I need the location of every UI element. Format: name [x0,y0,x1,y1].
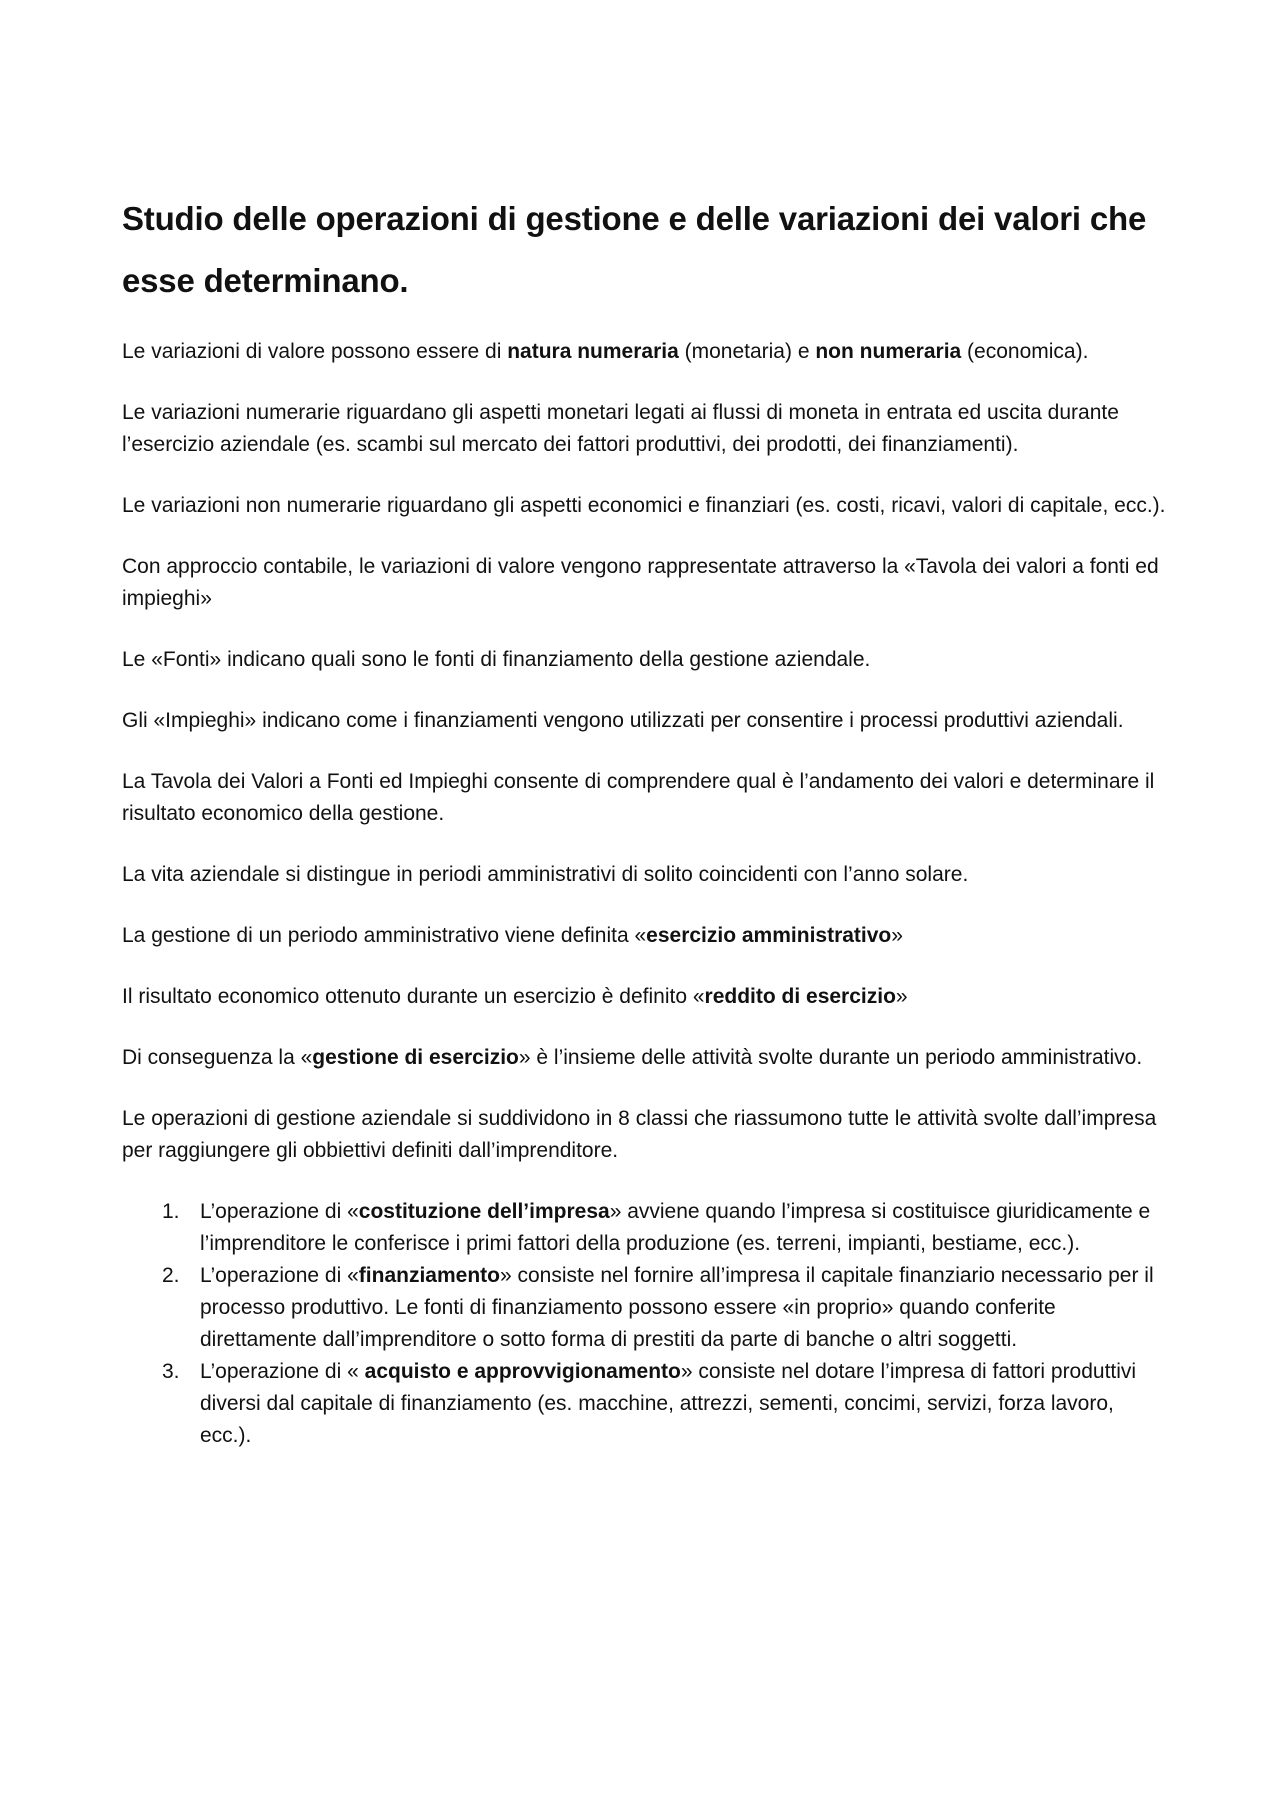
bold-acquisto-approvvigionamento: acquisto e approvvigionamento [364,1360,681,1383]
paragraph-variazioni: Le variazioni di valore possono essere di natura numeraria (monetaria) e non numeraria (economica). [122,340,1089,363]
list-item-number: 3. [162,1360,180,1383]
paragraph-operazioni-gestione: Le operazioni di gestione aziendale si suddividono in 8 classi che riassumono tutte le attività svolte dall’impresa per raggiungere gli obbiettivi definiti dall’imprenditore. [122,1107,1157,1162]
paragraph-vita-aziendale: La vita aziendale si distingue in periodi amministrativi di solito coincidenti con l’anno solare. [122,863,969,886]
operations-list [122,1196,1167,1452]
paragraph-gestione-esercizio: Di conseguenza la «gestione di esercizio» è l’insieme delle attività svolte durante un periodo amministrativo. [122,1046,1143,1069]
document-page [122,188,1167,1452]
paragraph-non-numerarie: Le variazioni non numerarie riguardano gli aspetti economici e finanziari (es. costi, ricavi, valori di capitale, ecc.). [122,494,1166,517]
document-title: Studio delle operazioni di gestione e delle variazioni dei valori che esse determinano. [122,200,1147,299]
bold-reddito-esercizio: reddito di esercizio [704,985,896,1008]
bold-gestione-esercizio: gestione di esercizio [312,1046,519,1069]
list-item: 2. L’operazione di «finanziamento» consiste nel fornire all’impresa il capitale finanziario necessario per il processo produttivo. Le fonti di finanziamento possono essere «in proprio» quando conferite direttamente dall’imprenditore o sotto forma di prestiti da parte di banche o altri soggetti. [122,1260,1167,1356]
bold-costituzione-impresa: costituzione dell’impresa [358,1200,610,1223]
list-item: 1. L’operazione di «costituzione dell’impresa» avviene quando l’impresa si costituisce giuridicamente e l’imprenditore le conferisce i primi fattori della produzione (es. terreni, impianti, bestiame, ecc.). [122,1196,1167,1260]
bold-finanziamento: finanziamento [358,1264,500,1287]
bold-esercizio-amministrativo: esercizio amministrativo [646,924,892,947]
bold-non-numeraria: non numeraria [815,340,962,363]
bold-natura-numeraria: natura numeraria [507,340,679,363]
paragraph-fonti: Le «Fonti» indicano quali sono le fonti di finanziamento della gestione aziendale. [122,648,871,671]
paragraph-reddito-esercizio: Il risultato economico ottenuto durante un esercizio è definito «reddito di esercizio» [122,985,908,1008]
paragraph-tavola-valori: La Tavola dei Valori a Fonti ed Impieghi consente di comprendere qual è l’andamento dei valori e determinare il risultato economico della gestione. [122,770,1155,825]
list-item-number: 1. [162,1200,180,1223]
paragraph-esercizio-amministrativo: La gestione di un periodo amministrativo viene definita «esercizio amministrativo» [122,924,903,947]
paragraph-impieghi: Gli «Impieghi» indicano come i finanziamenti vengono utilizzati per consentire i processi produttivi aziendali. [122,709,1124,732]
list-item: 3. L’operazione di « acquisto e approvvigionamento» consiste nel dotare l’impresa di fattori produttivi diversi dal capitale di finanziamento (es. macchine, attrezzi, sementi, concimi, servizi, forza lavoro, ecc.). [122,1356,1167,1452]
paragraph-numerarie: Le variazioni numerarie riguardano gli aspetti monetari legati ai flussi di moneta in entrata ed uscita durante l’esercizio aziendale (es. scambi sul mercato dei fattori produttivi, dei prodotti, dei finanziamenti). [122,401,1119,456]
list-item-number: 2. [162,1264,180,1287]
paragraph-approccio-contabile: Con approccio contabile, le variazioni di valore vengono rappresentate attraverso la «Tavola dei valori a fonti ed impieghi» [122,555,1159,610]
